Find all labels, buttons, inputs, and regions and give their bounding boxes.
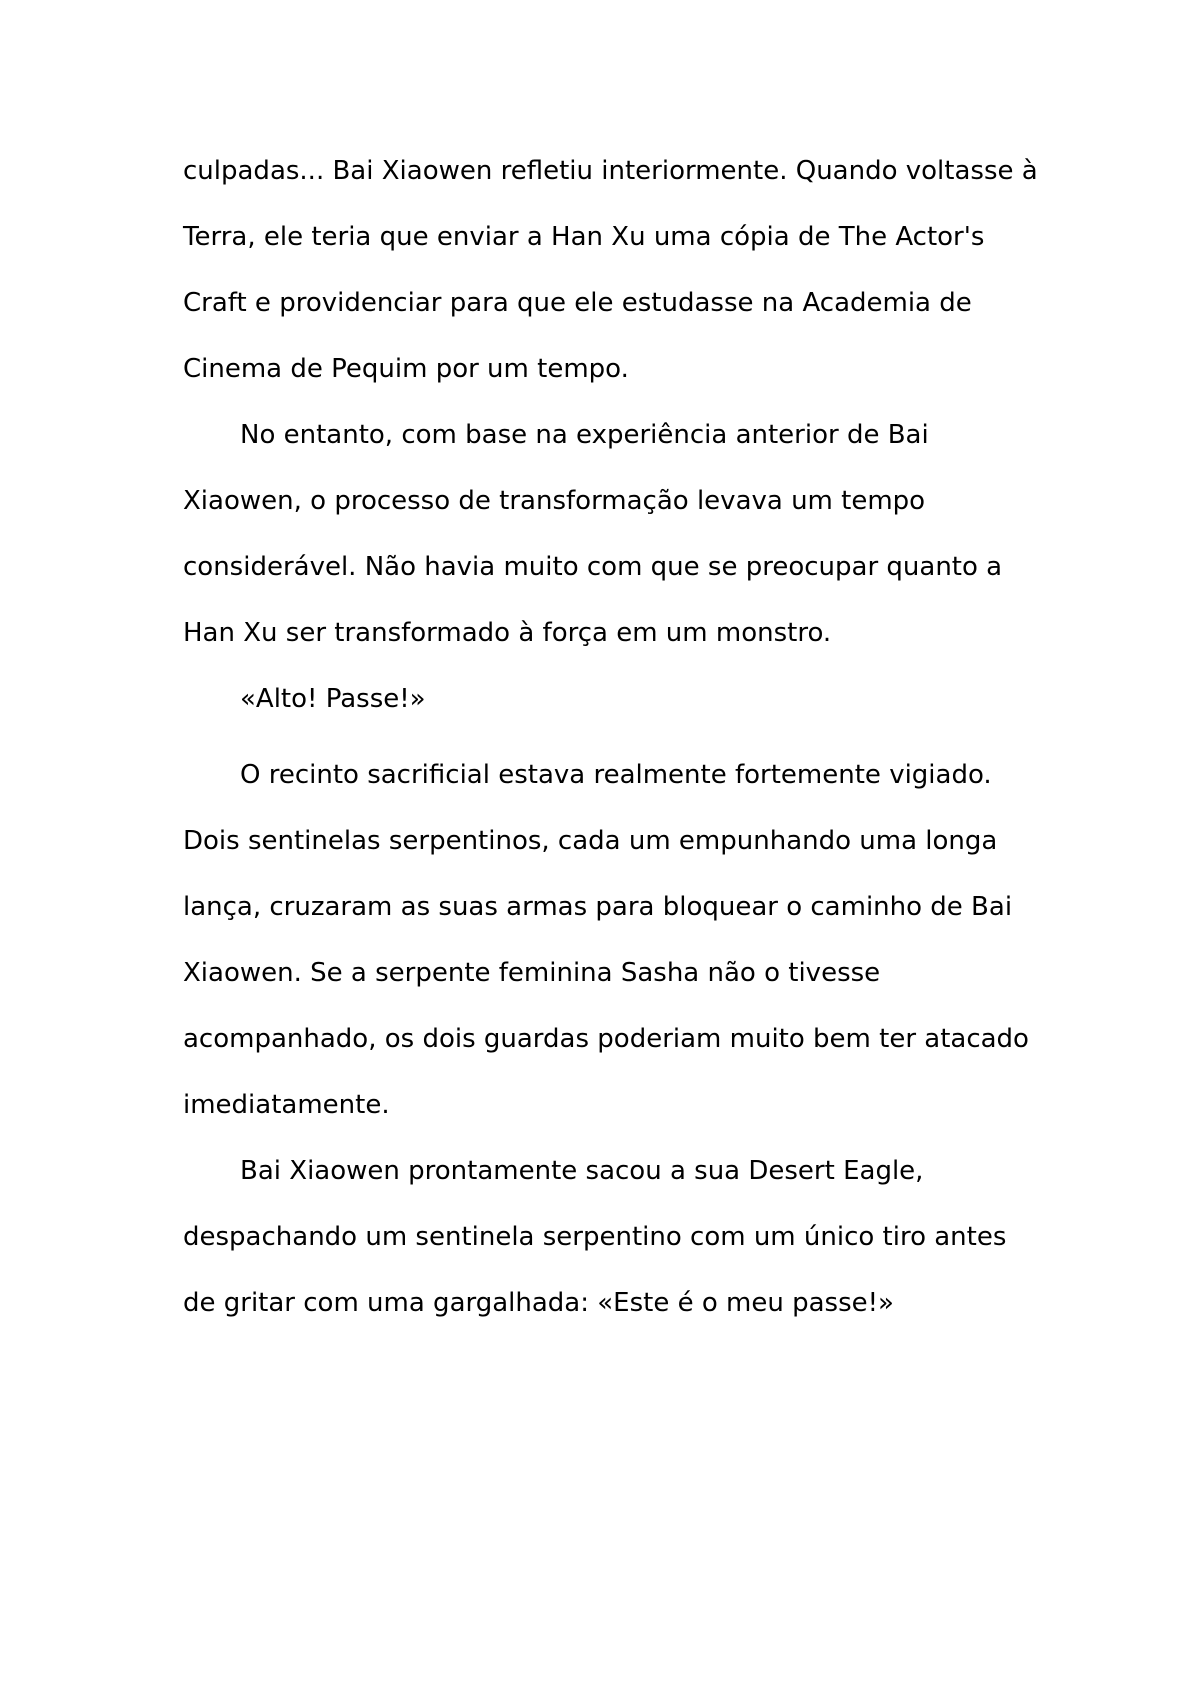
paragraph-2: No entanto, com base na experiência anterior de Bai Xiaowen, o processo de transformação levava um tempo considerável. Não havia muito com que se preocupar quanto a Han Xu ser transformado à força em um monstro. xyxy=(183,420,1003,648)
paragraph-5: Bai Xiaowen prontamente sacou a sua Desert Eagle, despachando um sentinela serpentino com um único tiro antes de gritar com uma gargalhada: «Este é o meu passe!» xyxy=(183,1156,1007,1318)
paragraph-1: culpadas... Bai Xiaowen refletiu interiormente. Quando voltasse à Terra, ele teria que enviar a Han Xu uma cópia de The Actor's Craft e providenciar para que ele estudasse na Academia de Cinema de Pequim por um tempo. xyxy=(183,156,1038,384)
paragraph-3-dialogue: «Alto! Passe!» xyxy=(240,684,426,714)
document-body xyxy=(183,138,1043,1336)
paragraph-4: O recinto sacrificial estava realmente fortemente vigiado. Dois sentinelas serpentinos, cada um empunhando uma longa lança, cruzaram as suas armas para bloquear o caminho de Bai Xiaowen. Se a serpente feminina Sasha não o tivesse acompanhado, os dois guardas poderiam muito bem ter atacado imediatamente. xyxy=(183,760,1029,1120)
